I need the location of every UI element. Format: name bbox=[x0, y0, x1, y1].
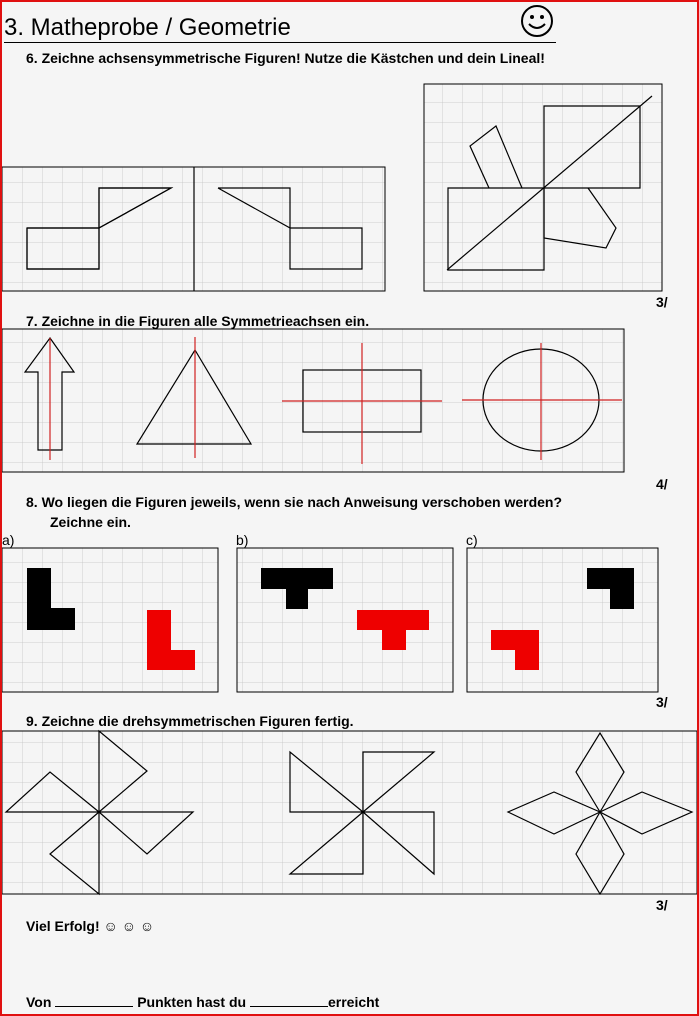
q6-grid-diagonal bbox=[424, 84, 662, 291]
q7-grid-symmetry-axes bbox=[2, 329, 624, 472]
question-9-text: 9. Zeichne die drehsymmetrischen Figuren fertig. bbox=[26, 713, 354, 729]
good-luck-text: Viel Erfolg! ☺ ☺ ☺ bbox=[26, 918, 155, 934]
score-erreicht: erreicht bbox=[327, 994, 380, 1010]
q8b-grid bbox=[237, 548, 453, 692]
points-q6: 3/ bbox=[656, 294, 668, 310]
score-line bbox=[26, 994, 379, 1010]
sublabel-c: c) bbox=[466, 532, 478, 548]
q8c-grid bbox=[467, 548, 658, 692]
question-6-text: 6. Zeichne achsensymmetrische Figuren! Nutze die Kästchen und dein Lineal! bbox=[26, 50, 545, 66]
points-q9: 3/ bbox=[656, 897, 668, 913]
score-von: Von bbox=[26, 994, 52, 1010]
worksheet-title: 3. Matheprobe / Geometrie bbox=[4, 14, 291, 41]
score-blank-2[interactable] bbox=[250, 994, 328, 1007]
q8a-grid bbox=[2, 548, 218, 692]
question-8-text-line2: Zeichne ein. bbox=[50, 514, 131, 530]
sublabel-b: b) bbox=[236, 532, 249, 548]
question-7-text: 7. Zeichne in die Figuren alle Symmetrieachsen ein. bbox=[26, 313, 370, 329]
points-q7: 4/ bbox=[656, 476, 668, 492]
score-punkten: Punkten hast du bbox=[137, 994, 247, 1010]
q9-grid-rotational bbox=[2, 731, 697, 894]
worksheet-drawings bbox=[2, 2, 697, 1014]
sublabel-a: a) bbox=[2, 532, 15, 548]
points-q8: 3/ bbox=[656, 694, 668, 710]
question-8-text: 8. Wo liegen die Figuren jeweils, wenn sie nach Anweisung verschoben werden? bbox=[26, 494, 563, 510]
score-blank-1[interactable] bbox=[55, 994, 133, 1007]
q6-grid-mirror bbox=[2, 167, 385, 291]
